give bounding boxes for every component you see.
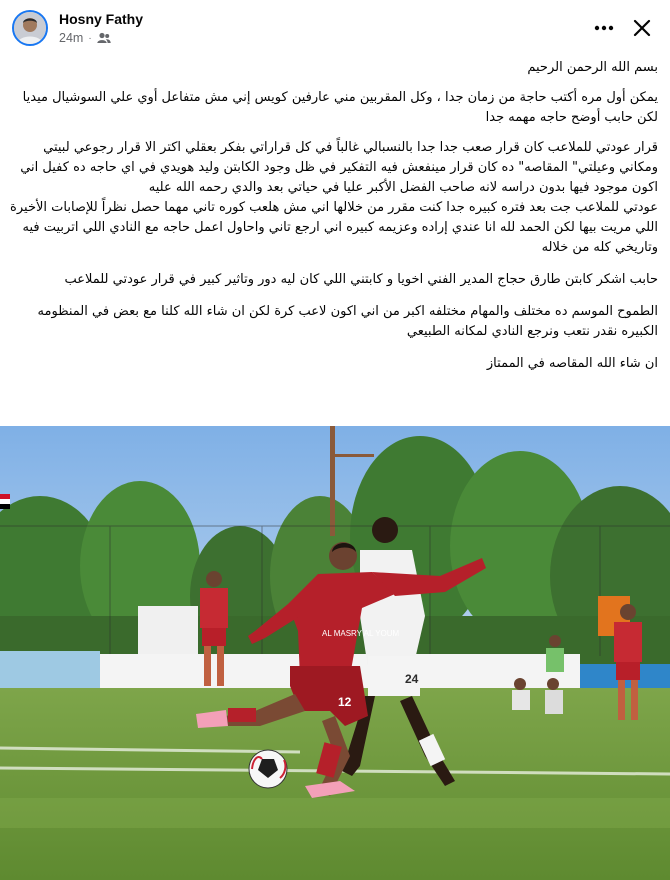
post-paragraph: حابب اشكر كابتن طارق حجاج المدير الفني اخويا و كابتني اللي كان ليه دور وتاثير كبير في قرار عودتي للملاعب [64, 272, 658, 287]
ad-board [0, 651, 100, 691]
more-dots-icon [594, 25, 614, 31]
post-paragraph: بسم الله الرحمن الرحيم [527, 60, 658, 75]
light-pole [330, 426, 335, 536]
post-paragraph: لكن حابب أوضح حاجه مهمه جدا [485, 110, 658, 125]
jersey-sponsor: AL MASRY AL YOUM [322, 629, 400, 638]
post-paragraph: ان شاء الله المقاصه في الممتاز [486, 356, 658, 371]
avatar[interactable] [12, 10, 48, 46]
post-paragraph: يمكن أول مره أكتب حاجة من زمان جدا ، وكل المقربين مني عارفين كويس إني مش متفاعل أوي علي السوشيال ميديا [22, 90, 658, 105]
post-time[interactable]: 24m [59, 31, 84, 45]
author-name[interactable]: Hosny Fathy [59, 11, 144, 27]
friends-icon[interactable] [97, 32, 111, 44]
flag [0, 494, 10, 509]
close-button[interactable] [628, 14, 656, 42]
close-icon [633, 19, 651, 37]
post-header [0, 0, 670, 56]
post-paragraph: الطموح الموسم ده مختلف والمهام مختلفه اكبر من اني اكون لاعب كرة لكن ان شاء الله كلنا مع بعض في المنظومه الكبيره نقدر نتعب ونرجع النادي لمكانه الطبيعي [37, 304, 658, 339]
post-photo[interactable] [0, 426, 670, 880]
football [249, 750, 287, 788]
post-paragraph: عودتي للملاعب جت بعد فتره كبيره جدا كنت مقرر من خلالها اني مش هلعب كوره تاني مهما حصل نظراً للإصابات الأخيرة اللي مريت بيها لكن الحمد لله انا عندي إراده وعزيمه كبيره اني ارجع تاني واحاول اعمل حاجه مع النادي اللي اتربيت فيه وتاريخي كله من خلاله [10, 200, 658, 255]
post-text [10, 58, 658, 374]
opponent-number: 24 [405, 672, 419, 686]
player-number: 12 [338, 695, 352, 709]
more-options-button[interactable] [590, 16, 618, 40]
sign-board [138, 606, 198, 654]
post-meta [59, 31, 111, 45]
avatar-photo [14, 12, 46, 44]
meta-separator: · [88, 32, 92, 44]
post-paragraph: قرار عودتي للملاعب كان قرار صعب جدا جدا بالنسبالي غالباً في كل قراراتي بفكر بعقلي اكتر الا قرار رجوعي لبيتي ومكاني وعيلتي" المقاصه" ده كان قرار مينفعش فيه التفكير في ظل وجود الكابتن وليد هويدي في اي حاجه ده كفيل اني اكون موجود فيها بدون دراسه لانه صاحب الفضل الأكبر عليا في حياتي بعد والدي رحمه الله عليه [20, 140, 658, 195]
football-match-photo [0, 426, 670, 880]
